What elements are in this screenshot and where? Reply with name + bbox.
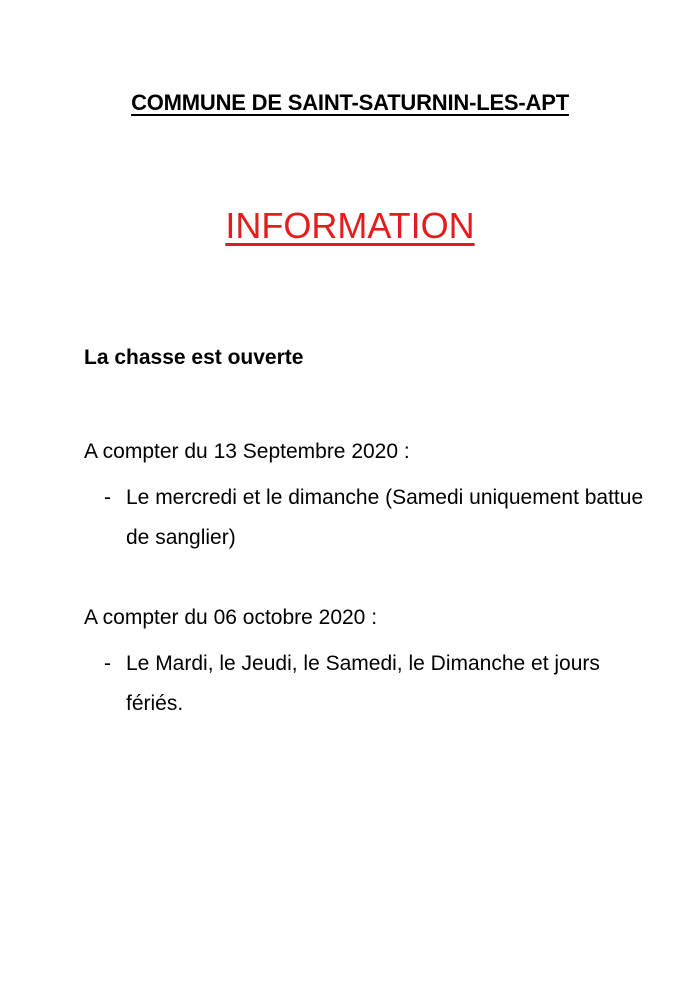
- hunting-open-statement: La chasse est ouverte: [84, 346, 304, 369]
- information-title: INFORMATION: [225, 205, 475, 246]
- bullet-dash: -: [104, 486, 111, 509]
- date-line-2: A compter du 06 octobre 2020 :: [84, 606, 378, 629]
- list-item: [104, 644, 644, 724]
- bullet-dash: -: [104, 652, 111, 675]
- bullet-text: Le Mardi, le Jeudi, le Samedi, le Dimanche et jours fériés.: [126, 652, 600, 715]
- commune-title: COMMUNE DE SAINT-SATURNIN-LES-APT: [131, 90, 569, 115]
- date-line-1: A compter du 13 Septembre 2020 :: [84, 440, 410, 463]
- list-item: [104, 478, 644, 558]
- bullet-text: Le mercredi et le dimanche (Samedi uniquement battue de sanglier): [126, 486, 644, 549]
